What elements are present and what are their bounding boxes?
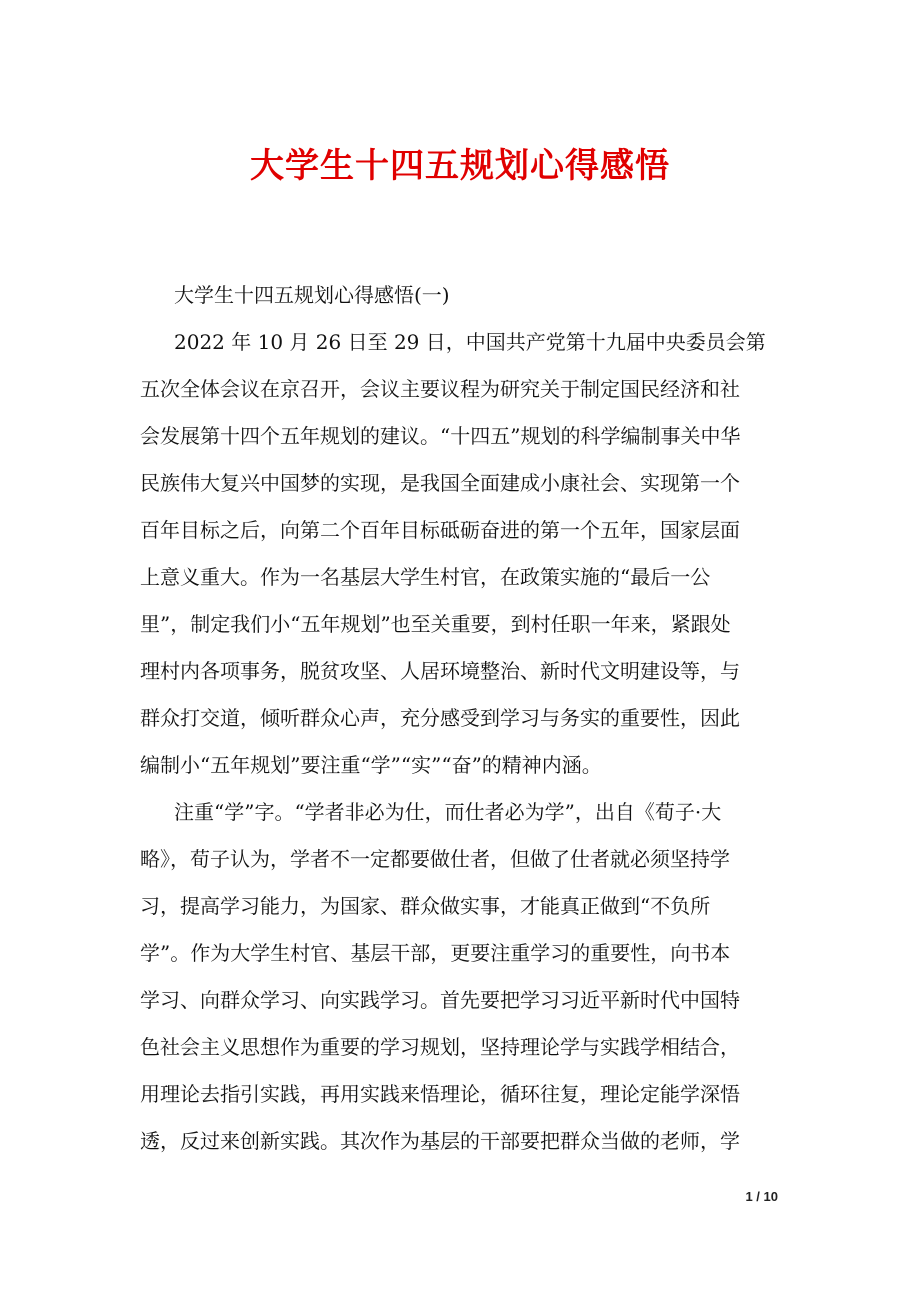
paragraph-2	[140, 789, 790, 1165]
paragraph-line: 略》，荀子认为，学者不一定都要做仕者，但做了仕者就必须坚持学	[140, 847, 730, 871]
document-title: 大学生十四五规划心得感悟	[250, 146, 670, 186]
paragraph-line: 里”，制定我们小“五年规划”也至关重要，到村任职一年来，紧跟处	[140, 612, 731, 636]
paragraph-line: 上意义重大。作为一名基层大学生村官，在政策实施的“最后一公	[140, 565, 711, 589]
paragraph-line: 习，提高学习能力，为国家、群众做实事，才能真正做到“不负所	[140, 894, 711, 918]
page-number: 1 / 10	[745, 1189, 778, 1204]
paragraph-line: 色社会主义思想作为重要的学习规划，坚持理论学与实践学相结合，	[140, 1035, 740, 1059]
paragraph-line: 用理论去指引实践，再用实践来悟理论，循环往复，理论定能学深悟	[140, 1082, 740, 1106]
section-subtitle	[140, 272, 790, 319]
paragraph-line: 群众打交道，倾听群众心声，充分感受到学习与务实的重要性，因此	[140, 706, 740, 730]
paragraph-line: 百年目标之后，向第二个百年目标砥砺奋进的第一个五年，国家层面	[140, 518, 740, 542]
paragraph-line: 注重“学”字。“学者非必为仕，而仕者必为学”，出自《荀子·大	[174, 800, 722, 824]
paragraph-line: 会发展第十四个五年规划的建议。“十四五”规划的科学编制事关中华	[140, 424, 741, 448]
paragraph-line: 民族伟大复兴中国梦的实现，是我国全面建成小康社会、实现第一个	[140, 471, 740, 495]
paragraph-line: 2022 年 10 月 26 日至 29 日，中国共产党第十九届中央委员会第	[174, 330, 766, 354]
document-body	[140, 272, 790, 1165]
paragraph-line: 理村内各项事务，脱贫攻坚、人居环境整治、新时代文明建设等，与	[140, 659, 740, 683]
paragraph-line: 学”。作为大学生村官、基层干部，更要注重学习的重要性，向书本	[140, 941, 731, 965]
paragraph-line: 编制小“五年规划”要注重“学”“实”“奋”的精神内涵。	[140, 753, 602, 777]
paragraph-line: 五次全体会议在京召开，会议主要议程为研究关于制定国民经济和社	[140, 377, 740, 401]
subtitle-line: 大学生十四五规划心得感悟(一)	[174, 283, 450, 307]
paragraph-1	[140, 319, 790, 789]
paragraph-line: 透，反过来创新实践。其次作为基层的干部要把群众当做的老师，学	[140, 1129, 740, 1153]
paragraph-line: 学习、向群众学习、向实践学习。首先要把学习习近平新时代中国特	[140, 988, 740, 1012]
